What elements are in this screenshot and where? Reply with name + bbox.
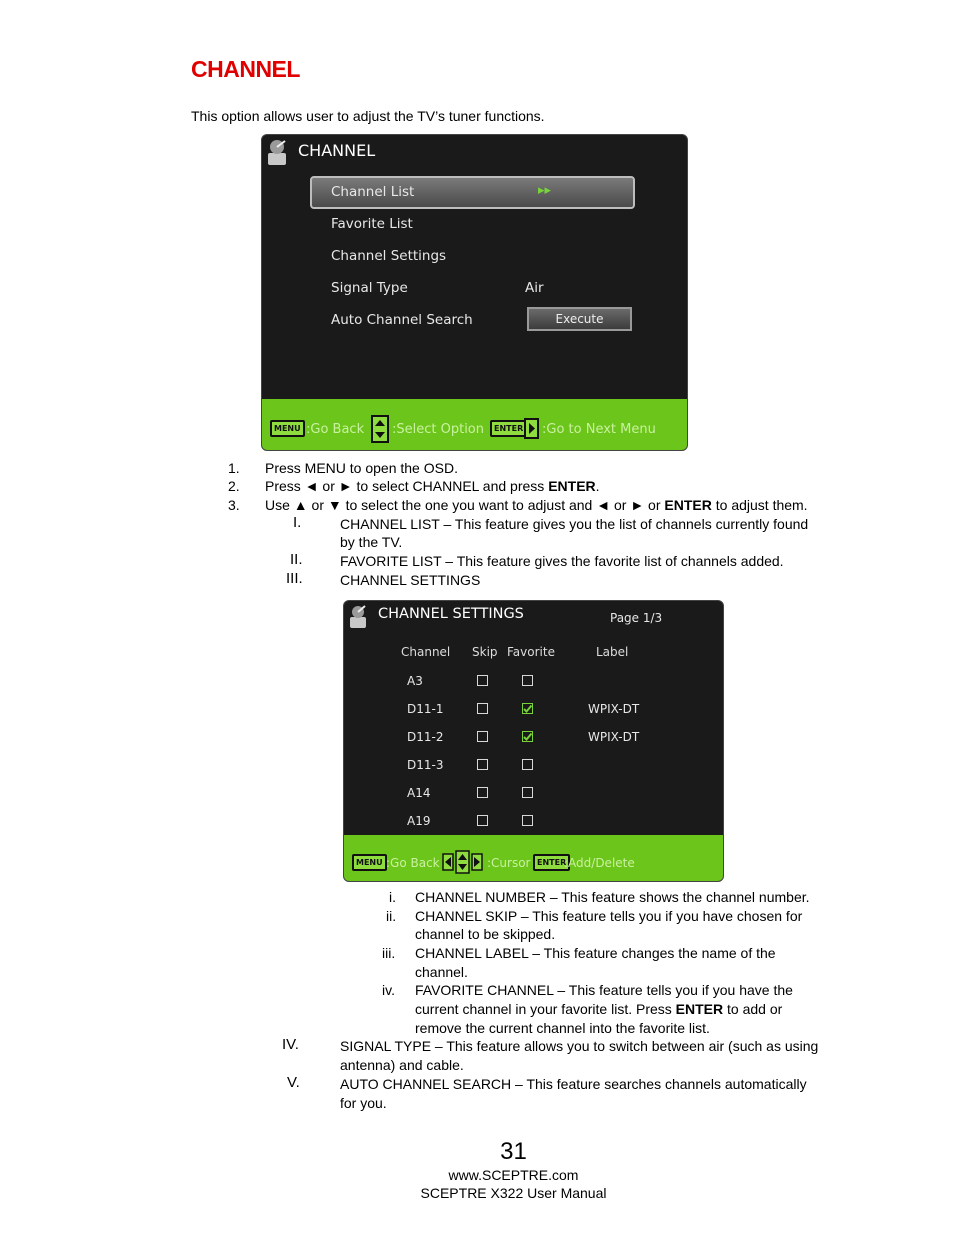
channel-cell: D11-1 bbox=[407, 702, 444, 716]
roman-text: by the TV. bbox=[340, 534, 403, 550]
roman-text: FAVORITE LIST – This feature gives the favorite list of channels added. bbox=[340, 553, 784, 569]
step-number: 3. bbox=[228, 497, 240, 513]
page-heading: CHANNEL bbox=[191, 56, 300, 82]
check-icon bbox=[522, 703, 533, 714]
favorite-checkbox[interactable] bbox=[522, 675, 533, 686]
sub-number: ii. bbox=[386, 908, 397, 924]
enter-key-icon: ENTER bbox=[490, 420, 527, 437]
table-row[interactable] bbox=[344, 757, 723, 777]
menu-item-auto-channel-search[interactable]: Auto Channel Search bbox=[331, 312, 473, 328]
right-key-icon bbox=[524, 418, 539, 439]
table-row[interactable] bbox=[344, 785, 723, 805]
sub-text: current channel in your favorite list. Press ENTER to add or bbox=[415, 1001, 783, 1017]
favorite-checkbox[interactable] bbox=[522, 787, 533, 798]
sub-text: CHANNEL NUMBER – This feature shows the channel number. bbox=[415, 889, 810, 905]
menu-key-icon: MENU bbox=[352, 854, 387, 871]
hint-go-back: :Go Back bbox=[386, 856, 440, 870]
channel-cell: A14 bbox=[407, 786, 431, 800]
enter-key-icon: ENTER bbox=[533, 854, 570, 871]
label-cell: WPIX-DT bbox=[588, 730, 640, 744]
channel-cell: A3 bbox=[407, 674, 423, 688]
step-number: 2. bbox=[228, 478, 240, 494]
skip-checkbox[interactable] bbox=[477, 787, 488, 798]
hint-cursor: :Cursor bbox=[487, 856, 531, 870]
table-row[interactable] bbox=[344, 701, 723, 721]
table-row[interactable] bbox=[344, 673, 723, 693]
skip-checkbox[interactable] bbox=[477, 731, 488, 742]
favorite-checkbox[interactable] bbox=[522, 815, 533, 826]
roman-text: CHANNEL LIST – This feature gives you the list of channels currently found bbox=[340, 516, 809, 532]
hint-go-back: :Go Back bbox=[306, 422, 365, 437]
sub-number: iv. bbox=[382, 982, 395, 998]
double-arrow-icon: ▸▸ bbox=[538, 183, 552, 198]
sub-text: CHANNEL LABEL – This feature changes the name of the bbox=[415, 945, 776, 961]
roman-text: for you. bbox=[340, 1095, 387, 1111]
hint-add-delete: :Add/Delete bbox=[564, 856, 635, 870]
step-text: Use ▲ or ▼ to select the one you want to adjust and ◄ or ► or ENTER to adjust them. bbox=[265, 497, 808, 513]
sub-number: i. bbox=[389, 889, 396, 905]
roman-text: AUTO CHANNEL SEARCH – This feature searches channels automatically bbox=[340, 1076, 807, 1092]
osd-hint-bar bbox=[262, 399, 687, 450]
skip-checkbox[interactable] bbox=[477, 703, 488, 714]
table-row[interactable] bbox=[344, 729, 723, 749]
column-header: Skip bbox=[472, 645, 498, 659]
skip-checkbox[interactable] bbox=[477, 675, 488, 686]
menu-item-signal-type[interactable]: Signal Type bbox=[331, 280, 408, 296]
column-header: Favorite bbox=[507, 645, 555, 659]
sub-text: FAVORITE CHANNEL – This feature tells you if you have the bbox=[415, 982, 793, 998]
label-cell: WPIX-DT bbox=[588, 702, 640, 716]
skip-checkbox[interactable] bbox=[477, 759, 488, 770]
roman-number: I. bbox=[293, 514, 302, 531]
sub-text: CHANNEL SKIP – This feature tells you if you have chosen for bbox=[415, 908, 803, 924]
channel-cell: D11-2 bbox=[407, 730, 444, 744]
osd-hint-bar bbox=[344, 835, 723, 881]
step-text: Press MENU to open the OSD. bbox=[265, 460, 458, 476]
sub-text: remove the current channel into the favorite list. bbox=[415, 1020, 710, 1036]
page-number: 31 bbox=[500, 1138, 527, 1165]
column-header: Label bbox=[596, 645, 629, 659]
roman-text: antenna) and cable. bbox=[340, 1057, 464, 1073]
roman-number: V. bbox=[287, 1074, 300, 1091]
intro-text: This option allows user to adjust the TV’s tuner functions. bbox=[191, 108, 545, 124]
menu-item-channel-settings[interactable]: Channel Settings bbox=[331, 248, 447, 264]
step-text: Press ◄ or ► to select CHANNEL and press ENTER. bbox=[265, 478, 600, 494]
step-number: 1. bbox=[228, 460, 240, 476]
sub-text: channel to be skipped. bbox=[415, 926, 556, 942]
favorite-checkbox[interactable] bbox=[522, 759, 533, 770]
channel-osd-screenshot bbox=[261, 134, 688, 451]
channel-settings-osd-screenshot bbox=[343, 600, 724, 882]
osd-title: CHANNEL SETTINGS bbox=[378, 606, 524, 622]
sub-text: channel. bbox=[415, 964, 468, 980]
up-down-key-icon bbox=[371, 415, 389, 443]
footer-url: www.SCEPTRE.com bbox=[448, 1167, 579, 1183]
channel-cell: A19 bbox=[407, 814, 431, 828]
menu-key-icon: MENU bbox=[270, 420, 305, 437]
tv-satellite-icon bbox=[347, 604, 371, 630]
hint-next-menu: :Go to Next Menu bbox=[542, 422, 656, 437]
cursor-keys-icon bbox=[442, 850, 484, 874]
menu-item-favorite-list[interactable]: Favorite List bbox=[331, 216, 413, 232]
roman-number: II. bbox=[290, 551, 303, 568]
tv-satellite-icon bbox=[265, 139, 291, 167]
footer-manual: SCEPTRE X322 User Manual bbox=[420, 1185, 607, 1201]
hint-select-option: :Select Option bbox=[392, 422, 485, 437]
check-icon bbox=[522, 731, 533, 742]
skip-checkbox[interactable] bbox=[477, 815, 488, 826]
column-header: Channel bbox=[401, 645, 451, 659]
channel-cell: D11-3 bbox=[407, 758, 444, 772]
sub-number: iii. bbox=[382, 945, 396, 961]
roman-number: III. bbox=[286, 570, 303, 587]
signal-type-value: Air bbox=[525, 280, 544, 296]
execute-button[interactable]: Execute bbox=[527, 307, 632, 331]
menu-item-channel-list[interactable]: Channel List bbox=[331, 184, 415, 200]
roman-number: IV. bbox=[282, 1036, 299, 1053]
table-row[interactable] bbox=[344, 813, 723, 833]
roman-text: SIGNAL TYPE – This feature allows you to switch between air (such as using bbox=[340, 1038, 819, 1054]
page-indicator: Page 1/3 bbox=[610, 611, 663, 625]
roman-text: CHANNEL SETTINGS bbox=[340, 572, 481, 588]
osd-title: CHANNEL bbox=[298, 141, 376, 160]
